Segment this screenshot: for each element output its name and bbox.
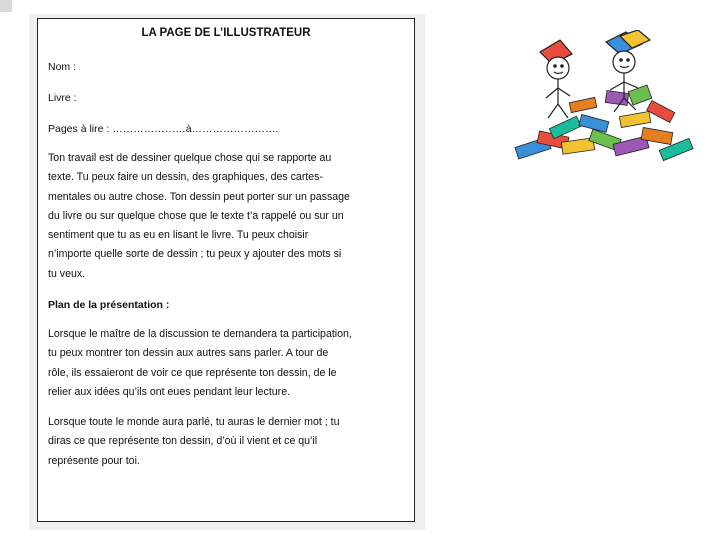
- last-word-paragraph: [48, 413, 410, 471]
- corner-mark: [0, 0, 12, 12]
- pages-field-label: Pages à lire : …………………à…………………….: [48, 123, 279, 135]
- livre-field-label: Livre :: [48, 92, 77, 104]
- intro-paragraph: [48, 149, 410, 284]
- text-line: Lorsque le maître de la discussion te demandera ta participation,: [48, 328, 352, 340]
- document-page: [29, 14, 425, 530]
- text-line: représente pour toi.: [48, 454, 140, 467]
- text-line: texte. Tu peux faire un dessin, des graphiques, des cartes-: [48, 171, 324, 184]
- kids-reading-books-illustration: [510, 30, 700, 170]
- worksheet: [37, 18, 415, 522]
- participation-paragraph: [48, 325, 410, 402]
- text-line: diras ce que représente ton dessin, d’où il vient et ce qu’il: [48, 435, 318, 448]
- text-line: Ton travail est de dessiner quelque chose qui se rapporte au: [48, 152, 332, 164]
- text-line: mentales ou autre chose. Ton dessin peut porter sur un passage: [48, 190, 350, 203]
- text-line: rôle, ils essaieront de voir ce que représente ton dessin, de le: [48, 366, 337, 379]
- plan-heading: Plan de la présentation :: [48, 299, 170, 311]
- text-line: sentiment que tu as eu en lisant le livre. Tu peux choisir: [48, 229, 309, 242]
- text-line: tu veux.: [48, 267, 86, 280]
- page-title: LA PAGE DE L’ILLUSTRATEUR: [141, 27, 311, 39]
- nom-field-label: Nom :: [48, 61, 77, 73]
- text-line: relier aux idées qu’ils ont eues pendant leur lecture.: [48, 385, 291, 398]
- text-line: tu peux montrer ton dessin aux autres sans parler. A tour de: [48, 347, 329, 360]
- book-pile-icon: [515, 85, 693, 161]
- kid-left-icon: [540, 40, 572, 118]
- text-line: du livre ou sur quelque chose que le texte t’a rappelé ou sur un: [48, 209, 344, 222]
- text-line: n’importe quelle sorte de dessin ; tu peux y ajouter des mots si: [48, 248, 342, 261]
- text-line: Lorsque toute le monde aura parlé, tu auras le dernier mot ; tu: [48, 416, 340, 428]
